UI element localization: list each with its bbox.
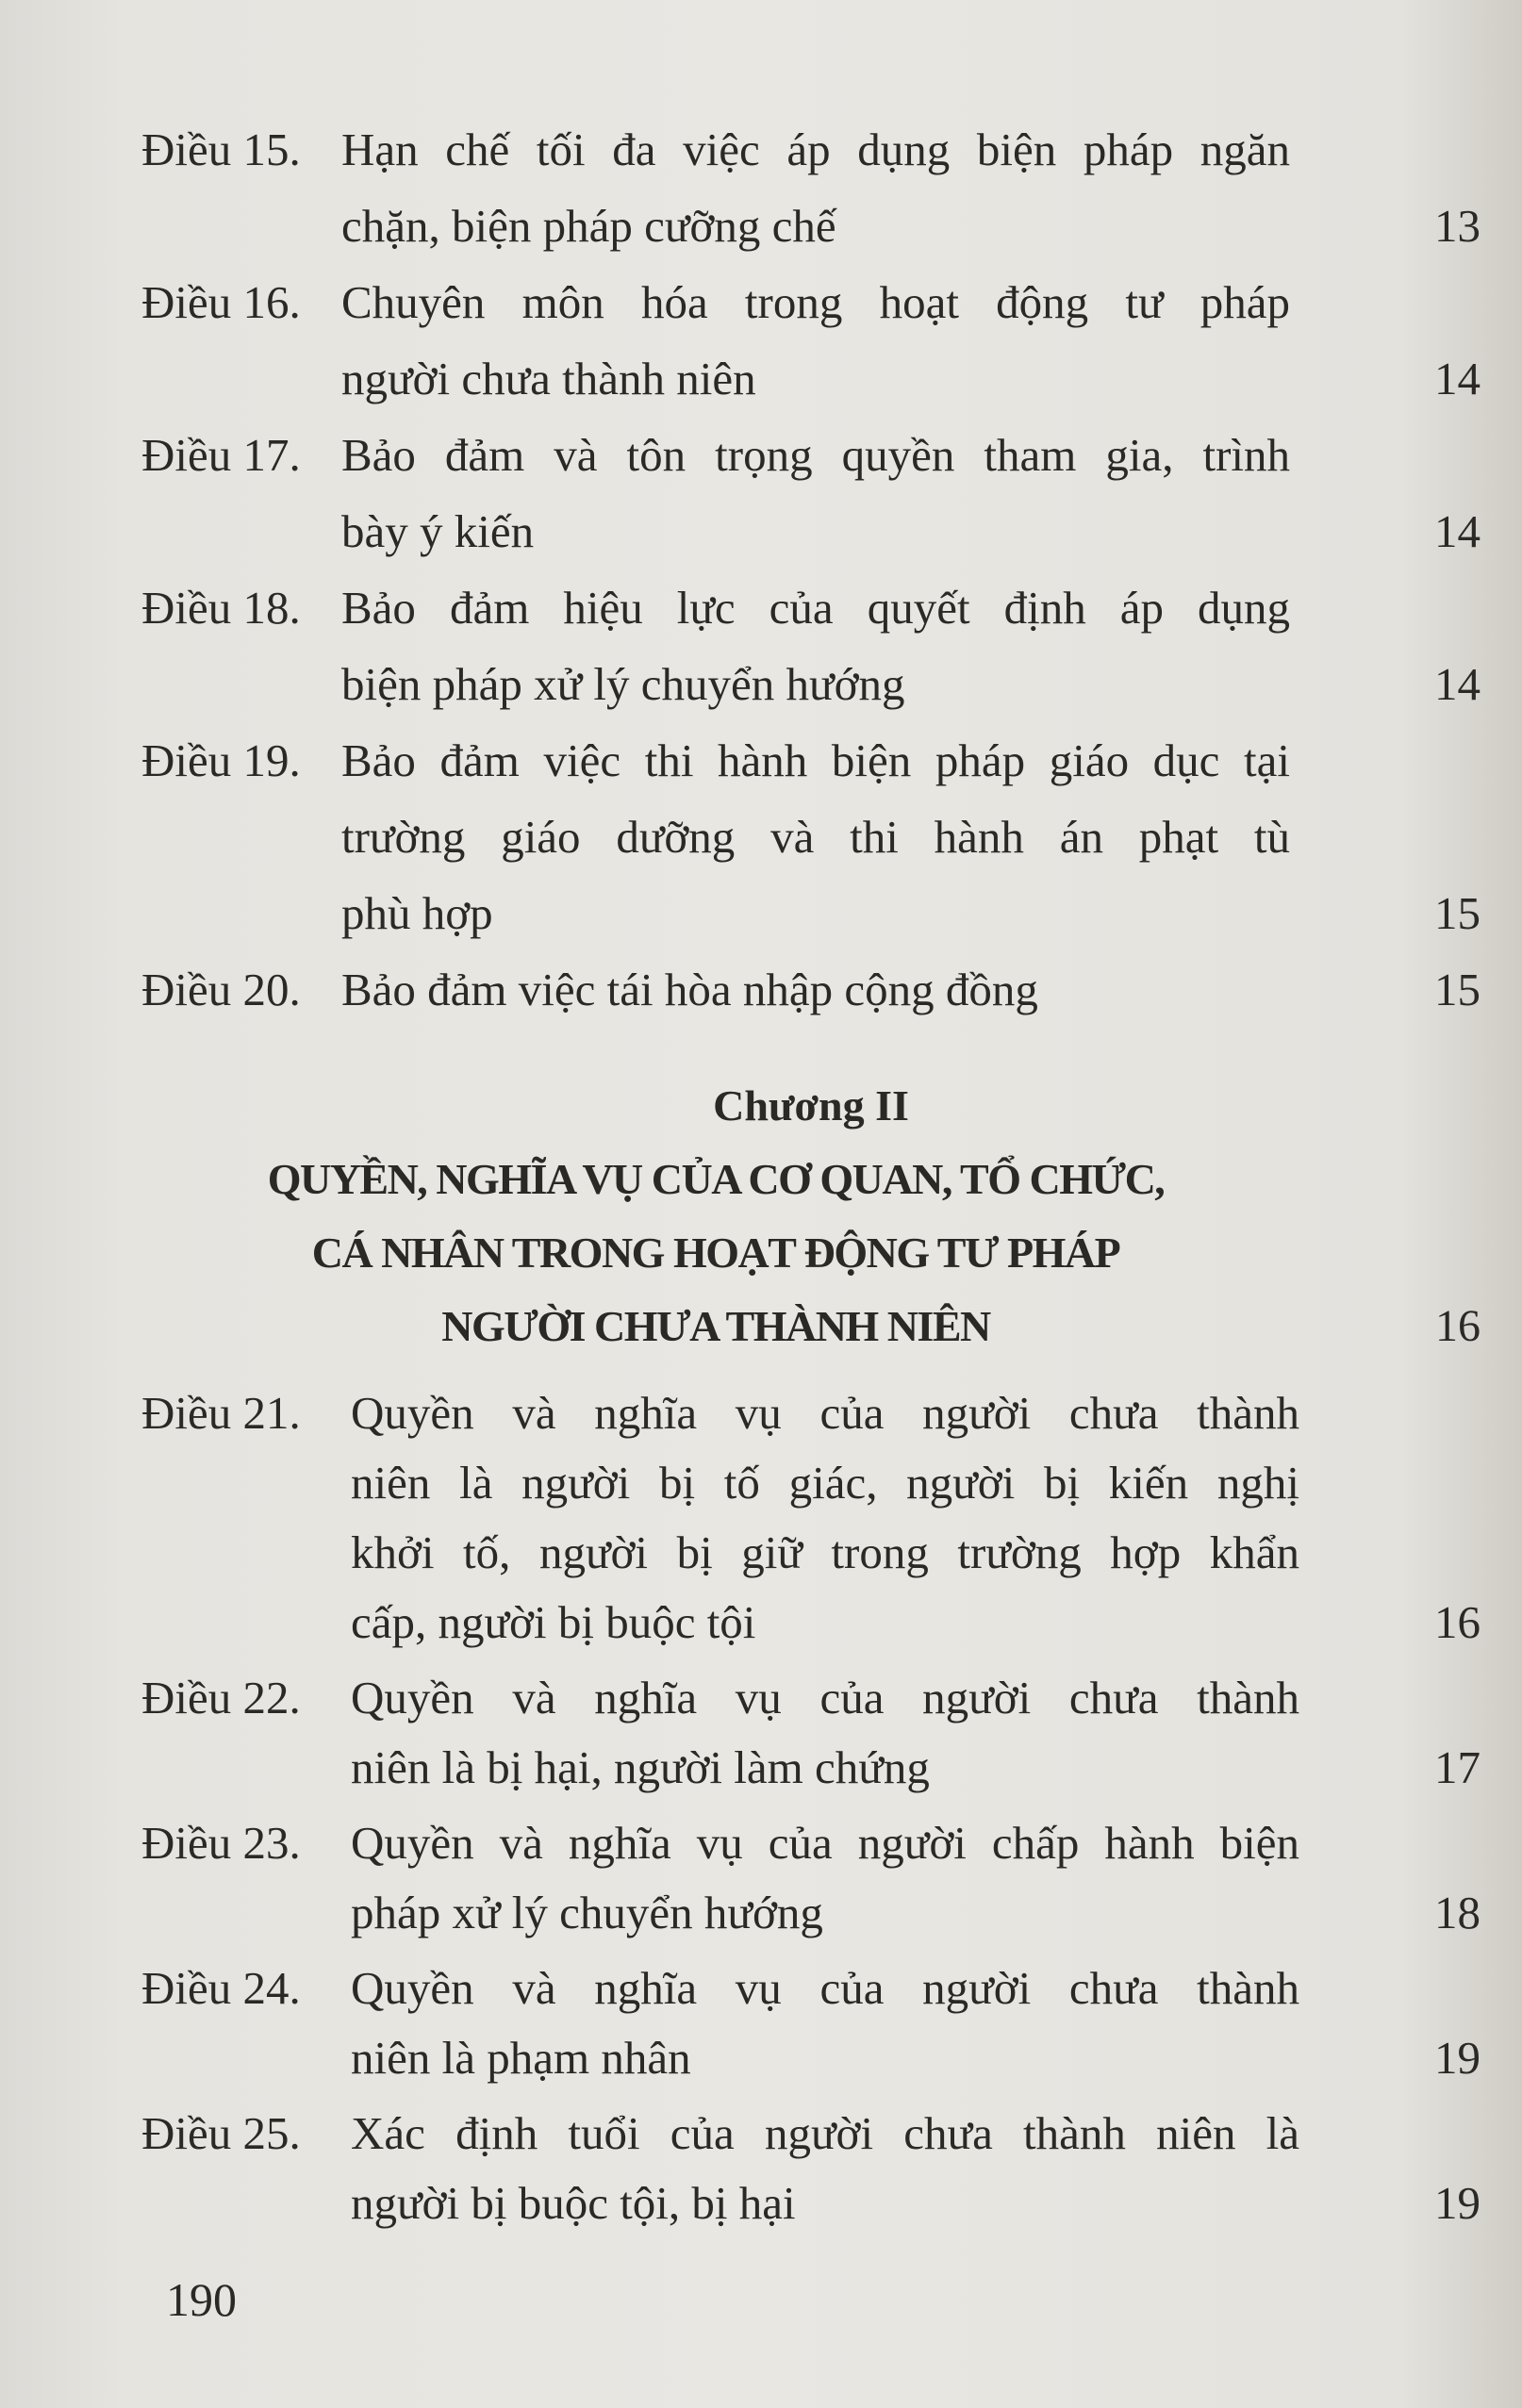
article-title-line: bày ý kiến — [341, 505, 535, 557]
article-title-line: Hạn chế tối đa việc áp dụng biện pháp ngăn — [341, 124, 1290, 175]
toc-section-articles-15-20 — [141, 111, 1481, 1028]
article-title-line: người chưa thành niên — [341, 353, 756, 404]
article-label: Điều 22. — [141, 1672, 301, 1724]
article-label: Điều 15. — [141, 124, 301, 175]
article-label: Điều 24. — [141, 1962, 301, 2014]
article-title — [351, 1954, 1299, 2093]
chapter-title-line: CÁ NHÂN TRONG HOẠT ĐỘNG TƯ PHÁP — [311, 1229, 1120, 1277]
article-title — [341, 417, 1290, 569]
article-title-line: niên là người bị tố giác, người bị kiến nghị — [351, 1457, 1299, 1509]
article-title-line: Bảo đảm việc thi hành biện pháp giáo dục tại — [341, 734, 1290, 786]
page-number: 14 — [1434, 505, 1481, 557]
chapter-title-line: QUYỀN, NGHĨA VỤ CỦA CƠ QUAN, TỔ CHỨC, — [267, 1155, 1165, 1203]
toc-entry — [141, 722, 1481, 951]
article-label: Điều 17. — [141, 429, 301, 481]
article-label: Điều 23. — [141, 1817, 301, 1869]
page-number: 16 — [1435, 1301, 1481, 1351]
article-title-line: khởi tố, người bị giữ trong trường hợp khẩn — [351, 1526, 1299, 1578]
page-number: 19 — [1434, 2032, 1481, 2084]
toc-entry — [141, 1663, 1481, 1803]
article-title-line: Chuyên môn hóa trong hoạt động tư pháp — [341, 276, 1290, 328]
article-label: Điều 25. — [141, 2107, 301, 2159]
article-title — [341, 111, 1290, 264]
article-label: Điều 21. — [141, 1387, 301, 1439]
page-number: 17 — [1434, 1741, 1481, 1793]
toc-section-articles-21-25 — [141, 1378, 1481, 2244]
article-label: Điều 20. — [141, 964, 301, 1015]
article-title — [351, 2099, 1299, 2238]
article-title-line: Bảo đảm hiệu lực của quyết định áp dụng — [341, 582, 1290, 634]
article-title-line: cấp, người bị buộc tội — [351, 1596, 756, 1648]
article-title-line: pháp xử lý chuyển hướng — [351, 1887, 823, 1938]
article-title-line: Xác định tuổi của người chưa thành niên là — [351, 2107, 1299, 2159]
toc-entry — [141, 1808, 1481, 1948]
article-title — [341, 951, 1290, 1028]
toc-entry — [141, 417, 1481, 569]
toc-entry — [141, 1378, 1481, 1658]
chapter-title-line: NGƯỜI CHƯA THÀNH NIÊN — [441, 1302, 990, 1350]
article-label: Điều 19. — [141, 734, 301, 786]
article-title-line: chặn, biện pháp cưỡng chế — [341, 200, 836, 252]
toc-entry — [141, 951, 1481, 1028]
article-title-line: trường giáo dưỡng và thi hành án phạt tù — [341, 811, 1290, 863]
page-number: 19 — [1434, 2177, 1481, 2229]
article-title-line: Quyền và nghĩa vụ của người chấp hành biện — [351, 1817, 1299, 1869]
page-number: 18 — [1434, 1887, 1481, 1938]
article-title-line: biện pháp xử lý chuyển hướng — [341, 658, 905, 710]
toc-entry — [141, 1954, 1481, 2093]
article-label: Điều 16. — [141, 276, 301, 328]
article-title — [341, 569, 1290, 722]
article-title — [341, 722, 1290, 951]
page-number: 14 — [1434, 658, 1481, 710]
toc-entry — [141, 264, 1481, 417]
chapter-heading — [141, 1069, 1481, 1363]
article-title — [351, 1378, 1299, 1658]
article-title-line: Quyền và nghĩa vụ của người chưa thành — [351, 1672, 1299, 1724]
article-title — [351, 1808, 1299, 1948]
article-title — [341, 264, 1290, 417]
article-title-line: Quyền và nghĩa vụ của người chưa thành — [351, 1387, 1299, 1439]
page-number: 16 — [1434, 1596, 1481, 1648]
page-folio: 190 — [166, 2273, 237, 2326]
page-number: 13 — [1434, 200, 1481, 252]
article-title-line: Bảo đảm và tôn trọng quyền tham gia, trình — [341, 429, 1290, 481]
chapter-number: Chương II — [713, 1081, 909, 1130]
article-title-line: Quyền và nghĩa vụ của người chưa thành — [351, 1962, 1299, 2014]
page-number: 14 — [1434, 353, 1481, 404]
toc-entry — [141, 2099, 1481, 2238]
article-title-line: phù hợp — [341, 887, 493, 939]
page-number: 15 — [1434, 887, 1481, 939]
toc-entry — [141, 569, 1481, 722]
page-number: 15 — [1434, 964, 1481, 1015]
article-title-line: niên là phạm nhân — [351, 2032, 691, 2084]
article-title-line: Bảo đảm việc tái hòa nhập cộng đồng — [341, 964, 1038, 1015]
article-label: Điều 18. — [141, 582, 301, 634]
toc-entry — [141, 111, 1481, 264]
article-title-line: người bị buộc tội, bị hại — [351, 2177, 796, 2229]
article-title-line: niên là bị hại, người làm chứng — [351, 1741, 930, 1793]
article-title — [351, 1663, 1299, 1803]
